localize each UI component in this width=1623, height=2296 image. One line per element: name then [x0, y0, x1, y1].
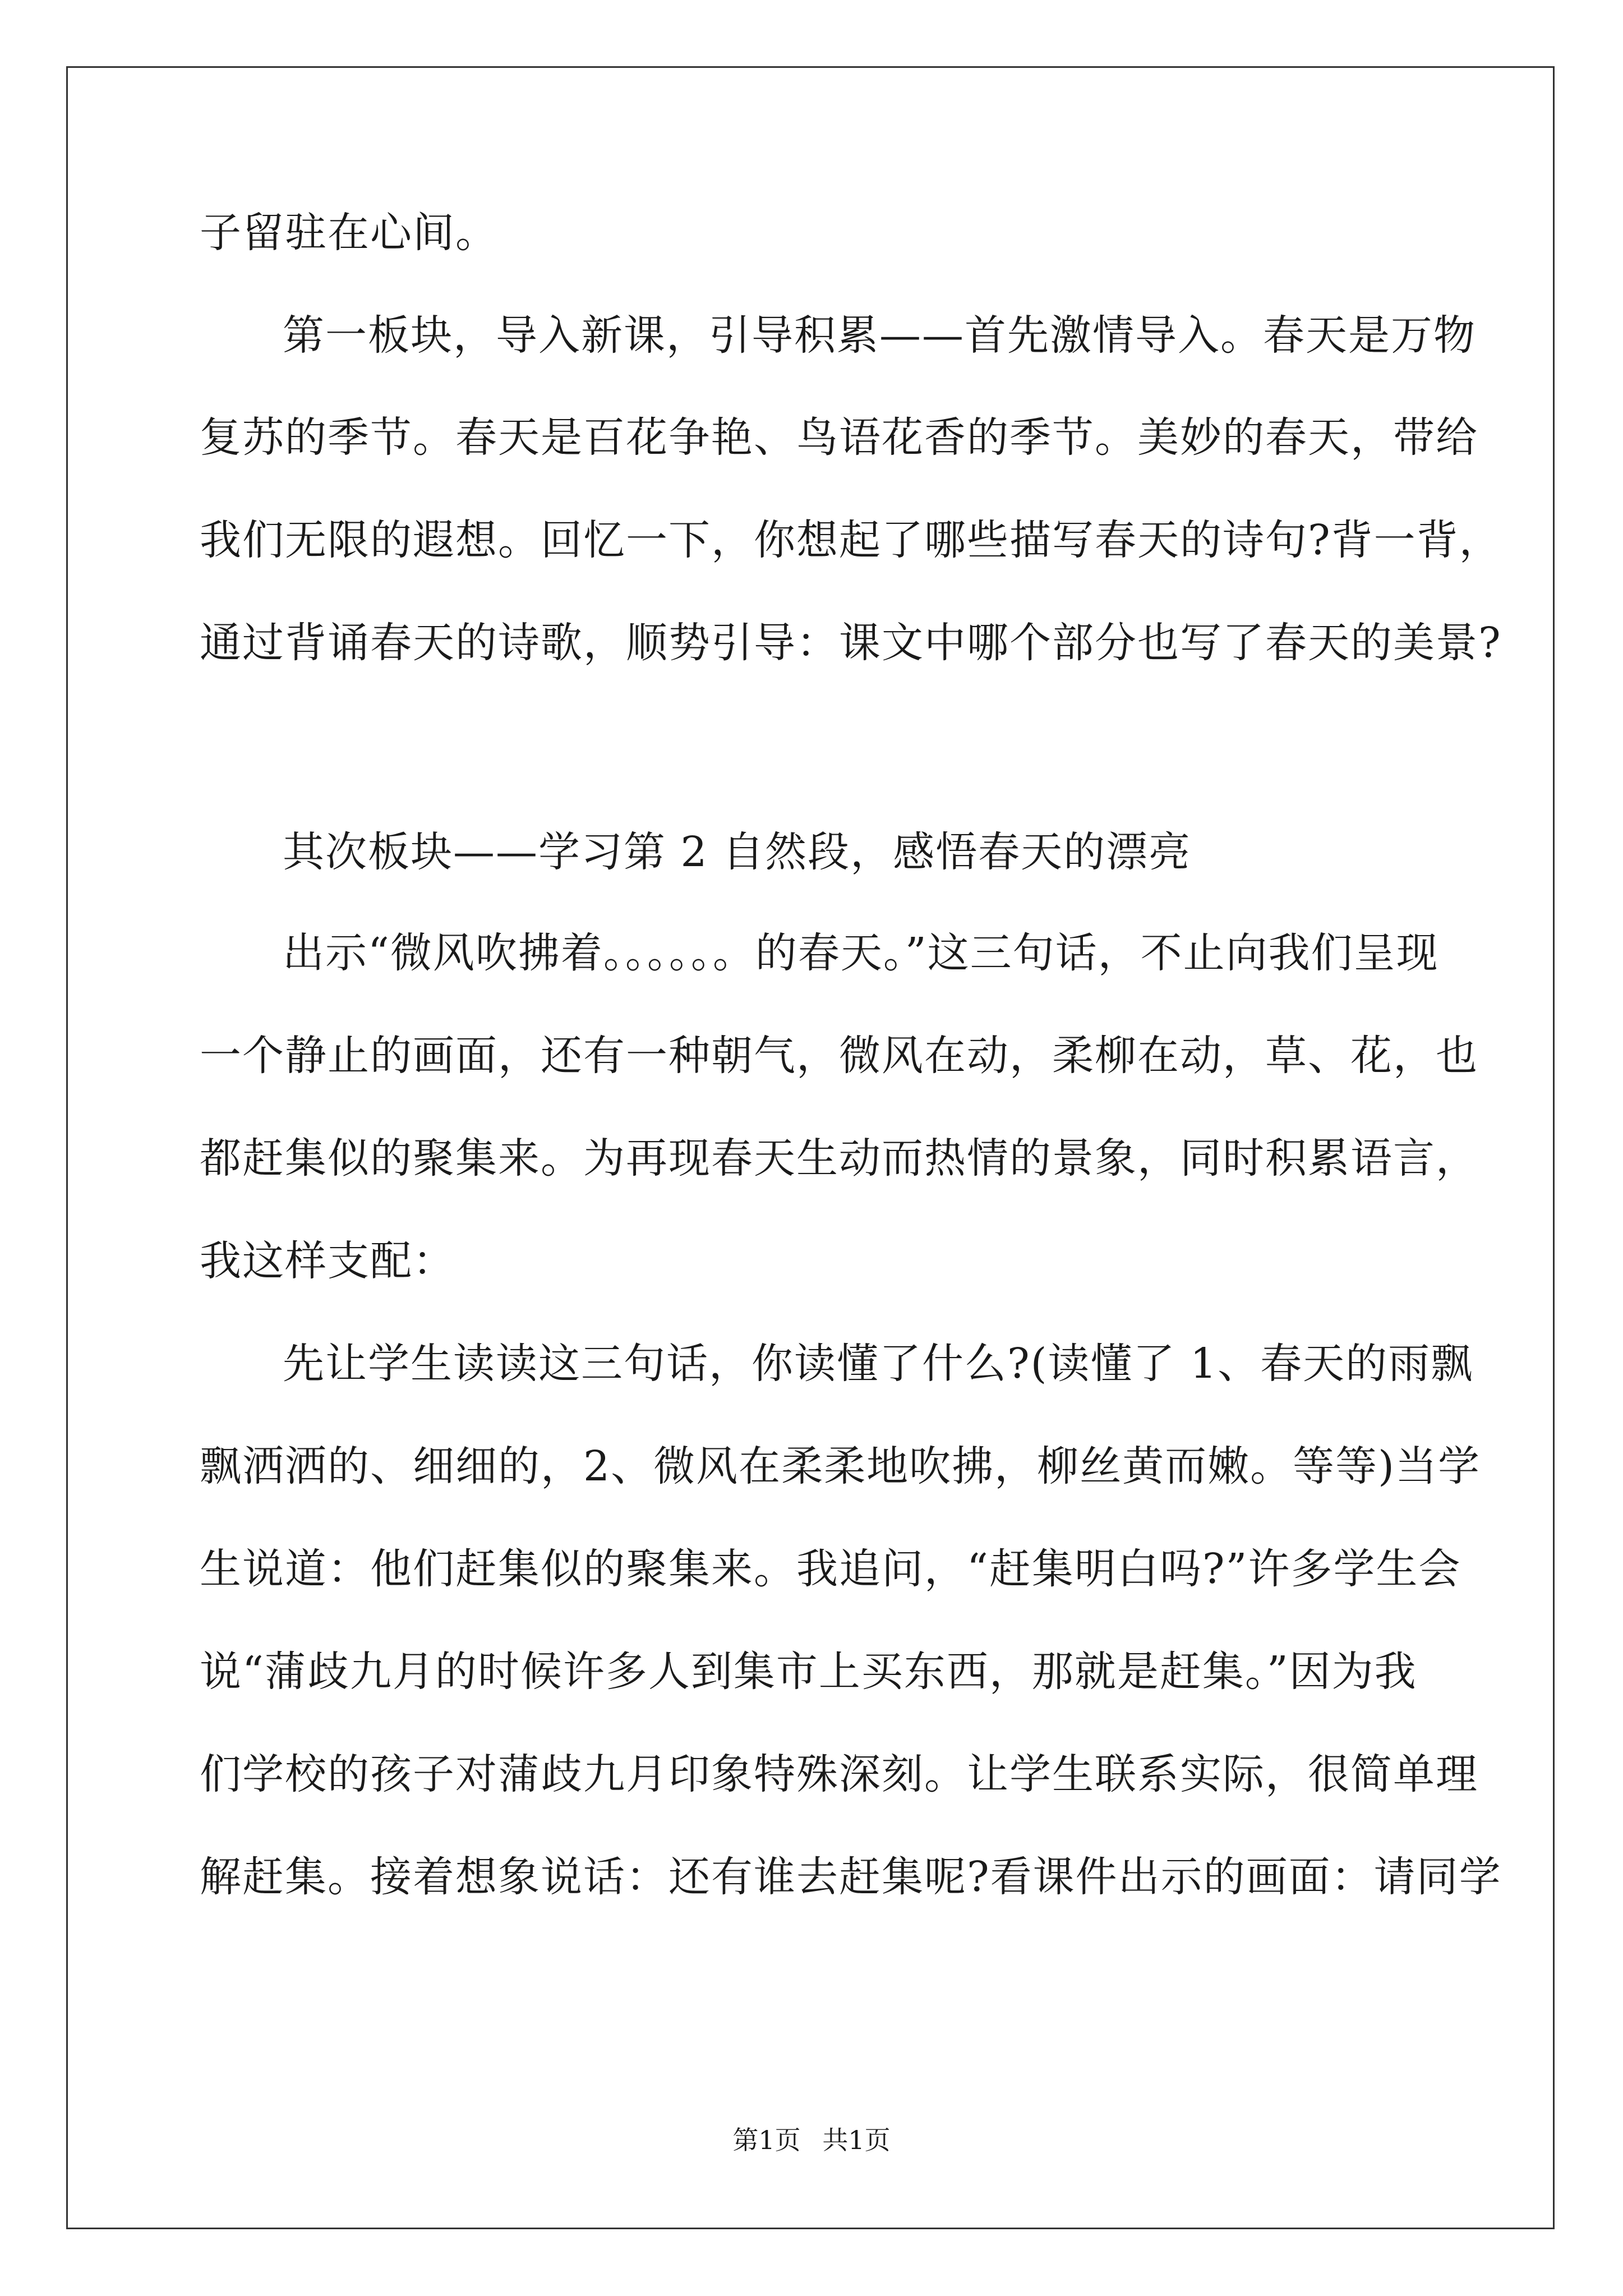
text-line: 说“蒲歧九月的时候许多人到集市上买东西，那就是赶集。”因为我 — [200, 1648, 1417, 1696]
text-line: 复苏的季节。春天是百花争艳、鸟语花香的季节。美妙的春天，带给 — [200, 413, 1478, 462]
text-line: 飘洒洒的、细细的，2、微风在柔柔地吹拂，柳丝黄而嫩。等等)当学 — [200, 1442, 1481, 1490]
text-line: 我们无限的遐想。回忆一下，你想起了哪些描写春天的诗句?背一背， — [200, 516, 1502, 564]
text-line: 我这样支配： — [200, 1237, 455, 1285]
page-footer — [0, 2124, 1623, 2156]
section-heading: 其次板块——学习第 2 自然段，感悟春天的漂亮 — [283, 828, 1192, 876]
text-line: 一个静止的画面，还有一种朝气，微风在动，柔柳在动，草、花，也 — [200, 1032, 1478, 1080]
paragraph-first-line: 出示“微风吹拂着。。。。。。的春天。”这三句话，不止向我们呈现 — [283, 929, 1439, 977]
text-line: 通过背诵春天的诗歌，顺势引导：课文中哪个部分也写了春天的美景? — [200, 619, 1502, 667]
page-number-total: 共1页 — [822, 2125, 891, 2155]
text-line: 解赶集。接着想象说话：还有谁去赶集呢?看课件出示的画面：请同学 — [200, 1853, 1502, 1901]
text-line: 都赶集似的聚集来。为再现春天生动而热情的景象，同时积累语言， — [200, 1134, 1478, 1182]
paragraph-first-line: 第一板块，导入新课，引导积累——首先激情导入。春天是万物 — [283, 311, 1476, 360]
text-line: 子留驻在心间。 — [200, 209, 498, 257]
text-line: 生说道：他们赶集似的聚集来。我追问，“赶集明白吗?”许多学生会 — [200, 1545, 1461, 1593]
paragraph-first-line: 先让学生读读这三句话，你读懂了什么?(读懂了 1、春天的雨飘 — [283, 1340, 1474, 1388]
text-line: 们学校的孩子对蒲歧九月印象特殊深刻。让学生联系实际，很简单理 — [200, 1750, 1478, 1798]
page-number-current: 第1页 — [732, 2125, 801, 2155]
